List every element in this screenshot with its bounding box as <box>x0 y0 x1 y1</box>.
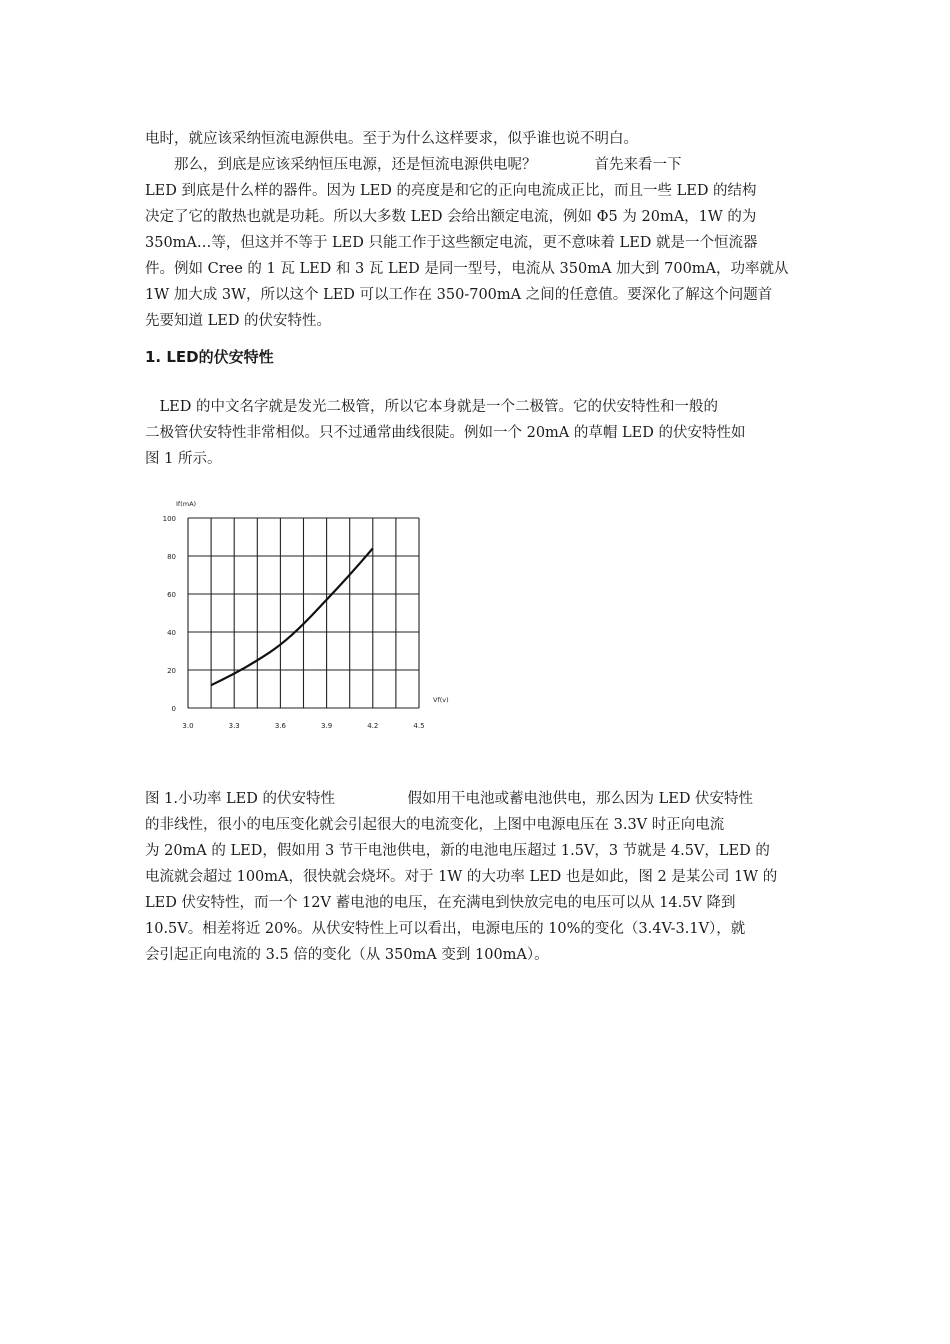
y-axis-label: If(mA) <box>176 500 197 508</box>
y-tick-label: 80 <box>167 553 176 561</box>
x-tick-label: 3.9 <box>321 722 333 730</box>
iv-series-line <box>211 548 373 685</box>
text-line: 那么，到底是应该采纳恒压电源，还是恒流电源供电呢？ 首先来看一下 <box>145 157 682 173</box>
y-tick-label: 0 <box>171 705 176 713</box>
x-tick-label: 4.5 <box>413 722 425 730</box>
y-tick-label: 20 <box>167 667 176 675</box>
text-line: 为 20mA 的 LED，假如用 3 节干电池供电，新的电池电压超过 1.5V，3 节就是 4.5V，LED 的 <box>145 843 770 859</box>
x-tick-label: 3.6 <box>274 722 286 730</box>
text-line: 件。例如 Cree 的 1 瓦 LED 和 3 瓦 LED 是同一型号，电流从 350mA 加大到 700mA，功率就从 <box>145 261 789 277</box>
text-line: 先要知道 LED 的伏安特性。 <box>145 313 332 329</box>
text-line: 决定了它的散热也就是功耗。所以大多数 LED 会给出额定电流，例如 Φ5 为 20mA，1W 的为 <box>145 209 757 225</box>
text-line: 二极管伏安特性非常相似。只不过通常曲线很陡。例如一个 20mA 的草帽 LED 的伏安特性如 <box>145 425 746 441</box>
text-line: 电流就会超过 100mA，很快就会烧坏。对于 1W 的大功率 LED 也是如此，图 2 是某公司 1W 的 <box>145 869 778 885</box>
iv-curve-chart <box>140 490 470 740</box>
text-line: 350mA…等，但这并不等于 LED 只能工作于这些额定电流，更不意味着 LED 就是一个恒流器 <box>145 235 758 251</box>
iv-curve-figure <box>140 490 470 740</box>
text-line: LED 的中文名字就是发光二极管，所以它本身就是一个二极管。它的伏安特性和一般的 <box>145 399 718 415</box>
section-paragraph <box>145 394 813 472</box>
text-line: 的非线性，很小的电压变化就会引起很大的电流变化，上图中电源电压在 3.3V 时正向电流 <box>145 817 725 833</box>
text-line: LED 伏安特性，而一个 12V 蓄电池的电压，在充满电到快放完电的电压可以从 14.5V 降到 <box>145 895 736 911</box>
section-heading: 1. LED的伏安特性 <box>145 348 274 366</box>
text-line: 10.5V。相差将近 20%。从伏安特性上可以看出，电源电压的 10%的变化（3.4V-3.1V），就 <box>145 921 746 937</box>
x-tick-label: 4.2 <box>367 722 379 730</box>
y-tick-label: 100 <box>162 515 176 523</box>
caption-paragraph <box>145 786 813 968</box>
y-tick-label: 40 <box>167 629 176 637</box>
x-tick-label: 3.0 <box>182 722 194 730</box>
text-line: LED 到底是什么样的器件。因为 LED 的亮度是和它的正向电流成正比，而且一些 LED 的结构 <box>145 183 757 199</box>
x-tick-label: 3.3 <box>228 722 240 730</box>
intro-paragraph <box>145 126 813 334</box>
text-line: 图 1.小功率 LED 的伏安特性 假如用干电池或蓄电池供电，那么因为 LED 伏安特性 <box>145 791 754 807</box>
y-tick-label: 60 <box>167 591 176 599</box>
text-line: 会引起正向电流的 3.5 倍的变化（从 350mA 变到 100mA）。 <box>145 947 549 963</box>
text-line: 图 1 所示。 <box>145 451 222 467</box>
text-line: 1W 加大成 3W，所以这个 LED 可以工作在 350-700mA 之间的任意值。要深化了解这个问题首 <box>145 287 773 303</box>
text-line: 电时，就应该采纳恒流电源供电。至于为什么这样要求，似乎谁也说不明白。 <box>145 131 638 147</box>
x-axis-label: Vf(v) <box>433 696 449 704</box>
